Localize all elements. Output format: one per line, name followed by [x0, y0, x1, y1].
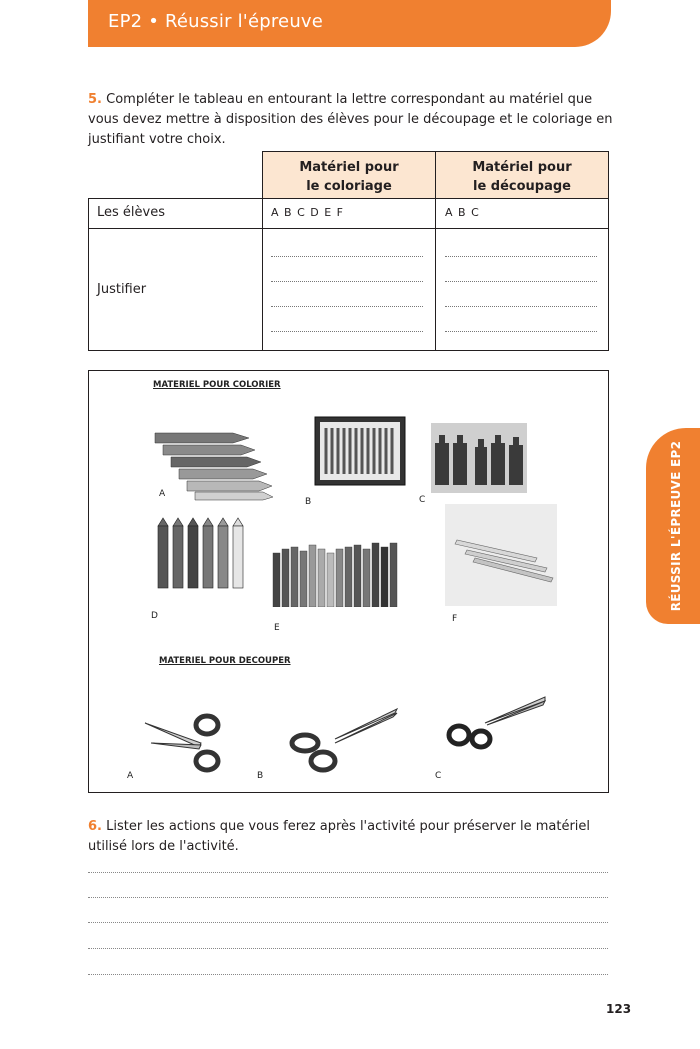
justify-cutting-line[interactable] — [445, 281, 597, 282]
question-6 — [88, 817, 613, 857]
question-6-number: 6. — [88, 819, 102, 834]
justify-coloring-line[interactable] — [271, 256, 423, 257]
chapter-title: EP2 • Réussir l'épreuve — [108, 11, 324, 32]
table-row-divider — [88, 228, 609, 229]
answer-line[interactable] — [88, 974, 608, 975]
scissors-photo-b — [285, 703, 401, 779]
table-header-cutting-line1: Matériel pour — [472, 160, 572, 175]
table-header-coloring-line2: le coloriage — [306, 179, 392, 194]
justify-cutting-line[interactable] — [445, 331, 597, 332]
question-5 — [88, 90, 613, 150]
justify-cutting-line[interactable] — [445, 256, 597, 257]
materials-figure — [88, 370, 609, 793]
side-tab — [646, 428, 700, 624]
table-header-coloring-line1: Matériel pour — [299, 160, 399, 175]
justify-coloring-line[interactable] — [271, 306, 423, 307]
table-col-divider-2 — [435, 198, 436, 351]
page-number: 123 — [606, 1002, 632, 1016]
question-5-text: Compléter le tableau en entourant la lettre correspondant au matériel que vous devez mettre à disposition des élèves pour le découpage et le coloriage en justifiant votre choix. — [88, 92, 613, 147]
scissors-photo-a — [139, 703, 229, 779]
cutting-letters[interactable]: A B C — [445, 206, 480, 219]
table-col-divider-1 — [262, 198, 263, 351]
table-header-coloring — [262, 151, 436, 199]
colored-pencils-photo-e — [271, 539, 403, 607]
cutting-label-a: A — [127, 771, 134, 781]
justify-coloring-line[interactable] — [271, 331, 423, 332]
table-body — [88, 198, 609, 351]
coloring-label-a: A — [159, 489, 166, 499]
table-header-cutting — [435, 151, 609, 199]
cutting-label-c: C — [435, 771, 442, 781]
scissors-photo-c — [445, 693, 549, 757]
side-tab-label: RÉUSSIR L'ÉPREUVE EP2 — [669, 440, 683, 612]
chapter-header — [88, 0, 611, 47]
cutting-label-b: B — [257, 771, 264, 781]
table-header-cutting-line2: le découpage — [472, 179, 571, 194]
coloring-label-b: B — [305, 497, 312, 507]
justify-cutting-line[interactable] — [445, 306, 597, 307]
coloring-materials-title: MATERIEL POUR COLORIER — [153, 380, 281, 390]
thick-crayons-photo-d — [154, 516, 246, 590]
pencil-box-photo-b — [314, 416, 406, 486]
coloring-label-e: E — [274, 623, 280, 633]
coloring-letters[interactable]: A B C D E F — [271, 206, 344, 219]
row-label-students: Les élèves — [97, 205, 165, 220]
answer-line[interactable] — [88, 948, 608, 949]
answer-line[interactable] — [88, 922, 608, 923]
question-5-number: 5. — [88, 92, 102, 107]
coloring-label-f: F — [452, 614, 458, 624]
answer-line[interactable] — [88, 872, 608, 873]
row-label-justify: Justifier — [97, 282, 147, 297]
pencils-photo-f — [445, 504, 557, 606]
answer-line[interactable] — [88, 897, 608, 898]
cutting-materials-title: MATERIEL POUR DECOUPER — [159, 656, 291, 666]
answer-table — [88, 151, 609, 351]
coloring-label-c: C — [419, 495, 426, 505]
paint-bottles-photo-c — [431, 423, 527, 493]
coloring-label-d: D — [151, 611, 158, 621]
question-6-text: Lister les actions que vous ferez après l'activité pour préserver le matériel utilisé lors de l'activité. — [88, 819, 591, 854]
justify-coloring-line[interactable] — [271, 281, 423, 282]
crayons-photo-a — [151, 423, 275, 501]
